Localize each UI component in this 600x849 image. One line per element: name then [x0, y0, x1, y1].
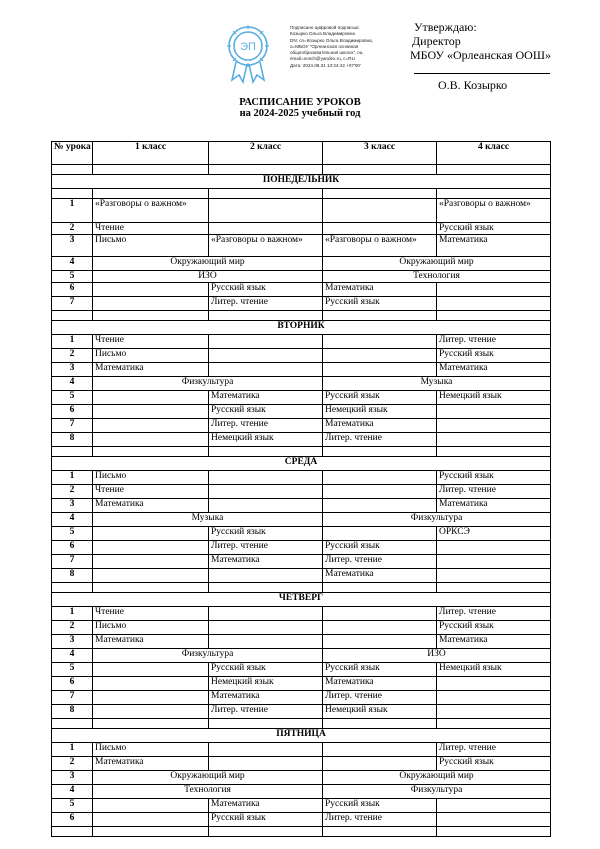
- lesson-number: 3: [52, 635, 93, 649]
- table-row: [52, 635, 551, 649]
- cell-classes-3-4: ИЗО: [323, 649, 551, 663]
- lesson-number: 3: [52, 771, 93, 785]
- cell-class-1: Чтение: [93, 223, 209, 235]
- cell-class-1: Письмо: [93, 349, 209, 363]
- cell-class-2: Литер. чтение: [209, 541, 323, 555]
- table-row: [52, 419, 551, 433]
- cell-class-1: [93, 405, 209, 419]
- cell-class-2: Русский язык: [209, 283, 323, 297]
- cell-class-2: Русский язык: [209, 405, 323, 419]
- lesson-number: 7: [52, 297, 93, 311]
- cell-class-1: [93, 283, 209, 297]
- day-row: [52, 593, 551, 607]
- table-row: [52, 471, 551, 485]
- cell-class-2: [209, 499, 323, 513]
- cell-class-4: [437, 405, 551, 419]
- lesson-number: 5: [52, 799, 93, 813]
- spacer-row: [52, 447, 551, 457]
- cell-class-2: [209, 569, 323, 583]
- lesson-number: 2: [52, 757, 93, 771]
- cell-class-1: [93, 799, 209, 813]
- cell-class-3: Литер. чтение: [323, 433, 437, 447]
- lesson-number: 3: [52, 363, 93, 377]
- cell-class-4: Математика: [437, 235, 551, 257]
- signature-line: Дата: 2024.08.31 13:24:42 +07'00': [290, 62, 361, 68]
- table-row: [52, 785, 551, 799]
- approval-position: Директор: [412, 34, 461, 48]
- cell-class-1: Чтение: [93, 607, 209, 621]
- signature-line: email=oosch@yandex.ru, c=RU: [290, 56, 355, 62]
- cell-classes-3-4: Физкультура: [323, 513, 551, 527]
- table-row: [52, 663, 551, 677]
- cell-class-2: [209, 621, 323, 635]
- cell-class-3: [323, 363, 437, 377]
- cell-class-3: [323, 485, 437, 499]
- table-row: [52, 405, 551, 419]
- cell-class-1: Письмо: [93, 471, 209, 485]
- approval-heading: Утверждаю:: [414, 20, 477, 34]
- lesson-number: 8: [52, 705, 93, 719]
- cell-class-2: [209, 349, 323, 363]
- page-subtitle: на 2024-2025 учебный год: [239, 108, 361, 119]
- cell-class-1: [93, 691, 209, 705]
- cell-class-4: [437, 419, 551, 433]
- table-row: [52, 297, 551, 311]
- schedule-table: [51, 141, 551, 837]
- signature-line: Подписано цифровой подписью:: [290, 25, 360, 30]
- page-title: РАСПИСАНИЕ УРОКОВ: [239, 97, 361, 108]
- cell-class-3: Математика: [323, 283, 437, 297]
- table-row: [52, 363, 551, 377]
- digital-signature-details: [290, 25, 420, 69]
- cell-class-2: [209, 471, 323, 485]
- cell-class-4: [437, 541, 551, 555]
- lesson-number: 1: [52, 335, 93, 349]
- lesson-number: 4: [52, 257, 93, 271]
- lesson-number: 8: [52, 569, 93, 583]
- cell-class-3: [323, 621, 437, 635]
- cell-class-2: Немецкий язык: [209, 433, 323, 447]
- spacer-row: [52, 311, 551, 321]
- cell-class-2: [209, 363, 323, 377]
- cell-class-4: ОРКСЭ: [437, 527, 551, 541]
- cell-class-4: [437, 297, 551, 311]
- cell-class-4: Литер. чтение: [437, 335, 551, 349]
- cell-classes-1-2: Музыка: [93, 513, 323, 527]
- cell-class-4: [437, 555, 551, 569]
- lesson-number: 5: [52, 663, 93, 677]
- header-class-4: 4 класс: [437, 142, 551, 165]
- cell-class-2: [209, 199, 323, 223]
- cell-class-2: Математика: [209, 391, 323, 405]
- cell-class-2: Литер. чтение: [209, 297, 323, 311]
- table-row: [52, 335, 551, 349]
- lesson-number: 4: [52, 649, 93, 663]
- table-row: [52, 813, 551, 827]
- table-row: [52, 757, 551, 771]
- cell-class-2: Немецкий язык: [209, 677, 323, 691]
- day-monday: ПОНЕДЕЛЬНИК: [52, 175, 551, 189]
- header-class-2: 2 класс: [209, 142, 323, 165]
- cell-class-3: [323, 607, 437, 621]
- table-row: [52, 799, 551, 813]
- cell-class-3: Русский язык: [323, 391, 437, 405]
- cell-class-4: Немецкий язык: [437, 663, 551, 677]
- table-header-row: [52, 142, 551, 165]
- cell-classes-3-4: Технология: [323, 271, 551, 283]
- cell-class-3: [323, 743, 437, 757]
- table-row: [52, 541, 551, 555]
- cell-class-3: Русский язык: [323, 541, 437, 555]
- cell-class-3: Русский язык: [323, 297, 437, 311]
- lesson-number: 4: [52, 377, 93, 391]
- cell-class-4: Русский язык: [437, 471, 551, 485]
- table-row: [52, 569, 551, 583]
- cell-classes-3-4: Физкультура: [323, 785, 551, 799]
- cell-class-2: Математика: [209, 691, 323, 705]
- cell-class-3: Немецкий язык: [323, 705, 437, 719]
- cell-class-2: [209, 635, 323, 649]
- cell-class-4: [437, 433, 551, 447]
- day-thursday: ЧЕТВЕРГ: [52, 593, 551, 607]
- table-row: [52, 433, 551, 447]
- cell-class-1: [93, 391, 209, 405]
- cell-class-1: Чтение: [93, 335, 209, 349]
- table-row: [52, 377, 551, 391]
- cell-class-3: Русский язык: [323, 663, 437, 677]
- cell-class-3: Математика: [323, 419, 437, 433]
- signature-line: общеобразовательная школа", ou,: [290, 50, 364, 56]
- cell-class-3: Литер. чтение: [323, 813, 437, 827]
- cell-class-4: [437, 569, 551, 583]
- table-row: [52, 607, 551, 621]
- cell-class-4: [437, 813, 551, 827]
- spacer-row: [52, 165, 551, 175]
- cell-classes-1-2: Физкультура: [93, 377, 323, 391]
- day-friday: ПЯТНИЦА: [52, 729, 551, 743]
- lesson-number: 5: [52, 271, 93, 283]
- cell-class-4: Русский язык: [437, 349, 551, 363]
- cell-class-4: Немецкий язык: [437, 391, 551, 405]
- cell-class-2: [209, 757, 323, 771]
- table-row: [52, 649, 551, 663]
- cell-class-2: «Разговоры о важном»: [209, 235, 323, 257]
- cell-classes-3-4: Окружающий мир: [323, 771, 551, 785]
- day-row: [52, 729, 551, 743]
- lesson-number: 1: [52, 743, 93, 757]
- cell-class-1: [93, 541, 209, 555]
- spacer-row: [52, 189, 551, 199]
- lesson-number: 6: [52, 405, 93, 419]
- cell-class-3: Литер. чтение: [323, 555, 437, 569]
- cell-class-3: [323, 223, 437, 235]
- seal-letters: ЭП: [240, 41, 256, 53]
- cell-class-3: [323, 635, 437, 649]
- signature-line: Козырко Ольга Владимировна: [290, 31, 355, 37]
- approval-organization: МБОУ «Орлеанская ООШ»: [410, 48, 551, 62]
- lesson-number: 1: [52, 471, 93, 485]
- cell-class-3: [323, 527, 437, 541]
- cell-class-4: Математика: [437, 363, 551, 377]
- cell-classes-1-2: ИЗО: [93, 271, 323, 283]
- table-row: [52, 235, 551, 257]
- cell-class-1: Математика: [93, 635, 209, 649]
- cell-classes-1-2: Окружающий мир: [93, 257, 323, 271]
- cell-class-4: [437, 799, 551, 813]
- cell-class-1: Чтение: [93, 485, 209, 499]
- cell-class-4: Русский язык: [437, 757, 551, 771]
- lesson-number: 4: [52, 785, 93, 799]
- lesson-number: 6: [52, 283, 93, 297]
- cell-classes-1-2: Физкультура: [93, 649, 323, 663]
- table-row: [52, 485, 551, 499]
- spacer-row: [52, 719, 551, 729]
- lesson-number: 3: [52, 235, 93, 257]
- cell-class-3: Немецкий язык: [323, 405, 437, 419]
- cell-class-2: [209, 607, 323, 621]
- lesson-number: 7: [52, 691, 93, 705]
- cell-class-4: Литер. чтение: [437, 743, 551, 757]
- lesson-number: 6: [52, 677, 93, 691]
- header-class-3: 3 класс: [323, 142, 437, 165]
- cell-class-3: Русский язык: [323, 799, 437, 813]
- cell-class-2: Литер. чтение: [209, 419, 323, 433]
- cell-class-2: Русский язык: [209, 527, 323, 541]
- cell-class-2: [209, 743, 323, 757]
- approval-block: [410, 20, 590, 92]
- cell-class-1: [93, 663, 209, 677]
- spacer-row: [52, 827, 551, 837]
- cell-classes-3-4: Окружающий мир: [323, 257, 551, 271]
- cell-class-1: [93, 569, 209, 583]
- cell-class-1: «Разговоры о важном»: [93, 199, 209, 223]
- day-tuesday: ВТОРНИК: [52, 321, 551, 335]
- cell-classes-1-2: Технология: [93, 785, 323, 799]
- cell-class-2: [209, 485, 323, 499]
- cell-class-3: Математика: [323, 569, 437, 583]
- lesson-number: 5: [52, 391, 93, 405]
- cell-class-4: Литер. чтение: [437, 607, 551, 621]
- cell-classes-1-2: Окружающий мир: [93, 771, 323, 785]
- header-class-1: 1 класс: [93, 142, 209, 165]
- header-lesson-number: № урока: [52, 142, 93, 165]
- lesson-number: 7: [52, 555, 93, 569]
- table-row: [52, 691, 551, 705]
- cell-class-2: Математика: [209, 799, 323, 813]
- day-wednesday: СРЕДА: [52, 457, 551, 471]
- cell-class-2: [209, 335, 323, 349]
- table-row: [52, 391, 551, 405]
- cell-class-4: [437, 705, 551, 719]
- lesson-number: 1: [52, 607, 93, 621]
- cell-class-4: Литер. чтение: [437, 485, 551, 499]
- table-row: [52, 555, 551, 569]
- digital-signature-seal-icon: [222, 24, 274, 84]
- cell-class-1: [93, 433, 209, 447]
- cell-class-1: [93, 677, 209, 691]
- table-row: [52, 223, 551, 235]
- cell-class-4: [437, 677, 551, 691]
- cell-class-3: Литер. чтение: [323, 691, 437, 705]
- cell-class-3: [323, 757, 437, 771]
- cell-class-1: [93, 419, 209, 433]
- cell-class-4: Русский язык: [437, 223, 551, 235]
- cell-class-4: Русский язык: [437, 621, 551, 635]
- lesson-number: 3: [52, 499, 93, 513]
- table-row: [52, 513, 551, 527]
- table-row: [52, 771, 551, 785]
- lesson-number: 4: [52, 513, 93, 527]
- table-row: [52, 271, 551, 283]
- table-row: [52, 257, 551, 271]
- cell-class-1: [93, 705, 209, 719]
- lesson-number: 5: [52, 527, 93, 541]
- cell-class-1: Письмо: [93, 621, 209, 635]
- cell-classes-3-4: Музыка: [323, 377, 551, 391]
- table-row: [52, 527, 551, 541]
- cell-class-3: [323, 471, 437, 485]
- lesson-number: 1: [52, 199, 93, 223]
- cell-class-2: Математика: [209, 555, 323, 569]
- cell-class-1: [93, 555, 209, 569]
- cell-class-2: Литер. чтение: [209, 705, 323, 719]
- cell-class-2: [209, 223, 323, 235]
- cell-class-3: [323, 499, 437, 513]
- cell-class-1: [93, 813, 209, 827]
- table-row: [52, 199, 551, 223]
- cell-class-4: Математика: [437, 635, 551, 649]
- table-row: [52, 677, 551, 691]
- cell-class-3: [323, 199, 437, 223]
- lesson-number: 6: [52, 541, 93, 555]
- spacer-row: [52, 583, 551, 593]
- cell-class-1: Математика: [93, 363, 209, 377]
- cell-class-4: Математика: [437, 499, 551, 513]
- cell-class-2: Русский язык: [209, 813, 323, 827]
- cell-class-1: Письмо: [93, 235, 209, 257]
- table-row: [52, 349, 551, 363]
- lesson-number: 2: [52, 621, 93, 635]
- lesson-number: 2: [52, 349, 93, 363]
- approval-signer: О.В. Козырко: [438, 78, 508, 92]
- table-row: [52, 743, 551, 757]
- day-row: [52, 321, 551, 335]
- lesson-number: 8: [52, 433, 93, 447]
- lesson-number: 7: [52, 419, 93, 433]
- cell-class-1: [93, 527, 209, 541]
- cell-class-4: [437, 691, 551, 705]
- lesson-number: 2: [52, 485, 93, 499]
- cell-class-3: [323, 335, 437, 349]
- cell-class-4: [437, 283, 551, 297]
- cell-class-3: «Разговоры о важном»: [323, 235, 437, 257]
- cell-class-3: Математика: [323, 677, 437, 691]
- cell-class-1: [93, 297, 209, 311]
- table-row: [52, 499, 551, 513]
- cell-class-1: Математика: [93, 499, 209, 513]
- cell-class-3: [323, 349, 437, 363]
- cell-class-1: Математика: [93, 757, 209, 771]
- table-row: [52, 283, 551, 297]
- table-row: [52, 621, 551, 635]
- day-row: [52, 175, 551, 189]
- lesson-number: 6: [52, 813, 93, 827]
- cell-class-2: Русский язык: [209, 663, 323, 677]
- signature-line: DN: cn=Козырко Ольга Владимировна,: [290, 37, 373, 43]
- signature-underline: [414, 73, 550, 74]
- cell-class-4: «Разговоры о важном»: [437, 199, 551, 223]
- day-row: [52, 457, 551, 471]
- table-row: [52, 705, 551, 719]
- lesson-number: 2: [52, 223, 93, 235]
- cell-class-1: Письмо: [93, 743, 209, 757]
- signature-line: o=МБОУ "Орлеанская основная: [290, 43, 359, 49]
